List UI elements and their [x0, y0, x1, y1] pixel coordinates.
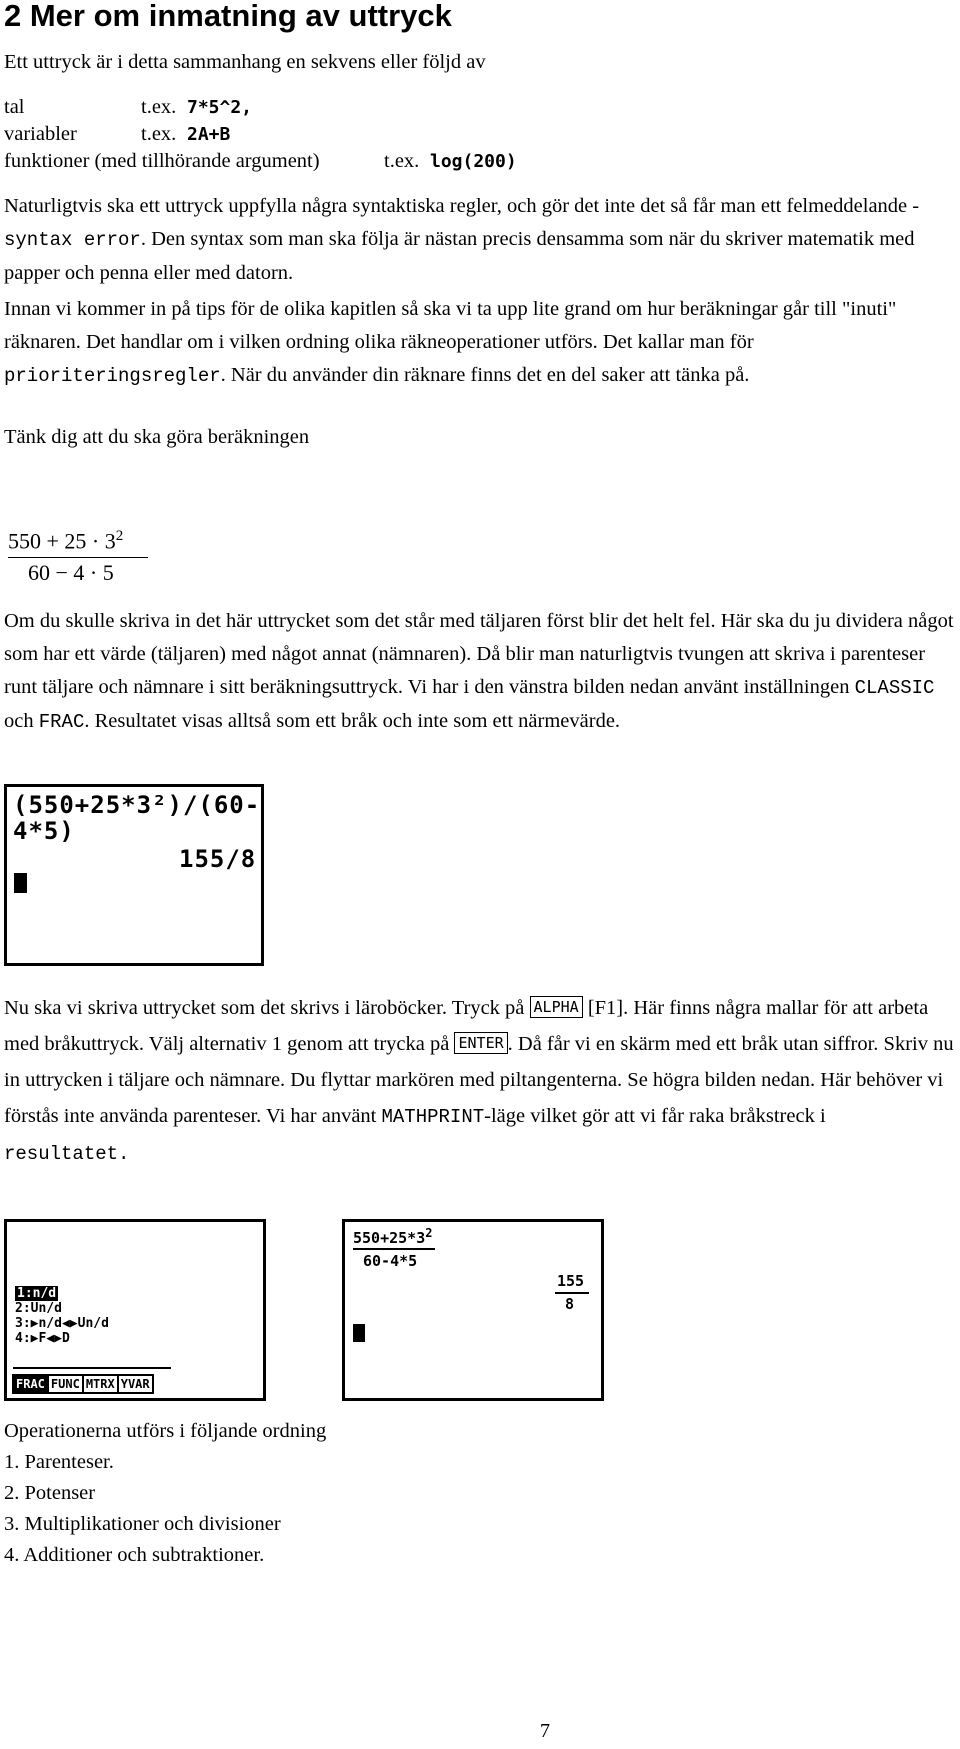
classic-code: CLASSIC: [854, 677, 935, 699]
screen3-result-numerator: 155: [557, 1272, 585, 1290]
fraction-denominator: 60 − 4 · 5: [28, 560, 114, 585]
screen3-cursor: [353, 1324, 365, 1342]
example-prefix-funktioner: t.ex.: [384, 150, 420, 172]
example-code-tal: 7*5^2,: [187, 97, 253, 118]
fraction-exponent: 2: [115, 528, 124, 544]
screen1-line2: 4*5): [13, 817, 75, 845]
frac-menu: [15, 1286, 175, 1346]
softkey-frac[interactable]: FRAC: [14, 1376, 49, 1392]
screen3-fraction-bar: [353, 1248, 435, 1250]
frac-menu-item-3[interactable]: 3:▶n/d◀▶Un/d: [15, 1316, 109, 1331]
frac-menu-item-1[interactable]: 1:n/d: [17, 1286, 57, 1301]
screen1-result: 155/8: [179, 845, 257, 873]
frac-menu-item-2[interactable]: 2:Un/d: [15, 1301, 62, 1316]
intro-text: Ett uttryck är i detta sammanhang en sekvens eller följd av: [4, 51, 486, 73]
screen1-cursor: [14, 873, 27, 893]
priority-term: prioriteringsregler: [4, 365, 221, 387]
softkey-func[interactable]: FUNC: [49, 1376, 84, 1392]
frac-code: FRAC: [38, 711, 85, 733]
order-item-3: 3. Multiplikationer och divisioner: [4, 1513, 281, 1535]
mathprint-code: MATHPRINT: [381, 1106, 485, 1128]
frac-menu-border: [13, 1367, 171, 1369]
example-label-funktioner: funktioner (med tillhörande argument): [4, 150, 320, 172]
paragraph-mathprint: Nu ska vi skriva uttrycket som det skrivs i läroböcker. Tryck på ALPHA [F1]. Här finns några mallar för att arbeta med bråkuttryck. Välj alternativ 1 genom att trycka på ENTER . Då får vi en skärm med ett bråk utan siffror. Skriv nu in uttrycken i täljare och nämnare. Du flyttar markören med piltangenterna. Se högra bilden nedan. Här behöver vi förstås inte använda parenteser. Vi har använt MATHPRINT-läge vilket gör att vi får raka bråkstreck i resultatet.: [4, 997, 954, 1165]
calculator-screen-classic: [4, 784, 264, 966]
syntax-error-term: syntax error: [4, 229, 141, 251]
paragraph-parentheses: Om du skulle skriva in det här uttrycket som det står med täljaren först blir det helt fel. Här ska du ju dividera något som har ett värde (täljaren) med något annat (nämnaren). Då blir man naturligtvis tvungen att skriva i parenteser runt täljare och nämnare i sitt beräkningsuttryck. Vi har i den vänstra bilden nedan använt inställningen CLASSIC och FRAC. Resultatet visas alltså som ett bråk och inte som ett närmevärde.: [4, 610, 954, 733]
enter-key: ENTER: [454, 1032, 507, 1054]
paragraph-syntax: Naturligtvis ska ett uttryck uppfylla några syntaktiska regler, och gör det inte det så får man ett felmeddelande - syntax error. Den syntax som man ska följa är nästan precis densamma som när du skriver matematik med papper och penna eller med datorn.: [4, 195, 920, 284]
screen1-line1: (550+25*3²)/(60-: [13, 791, 261, 819]
example-label-variabler: variabler: [4, 123, 77, 145]
order-list: [4, 1416, 326, 1571]
calculator-screen-mathprint: [342, 1219, 604, 1401]
fraction-bar: [8, 557, 148, 558]
page-number: 7: [540, 1720, 550, 1742]
screen3-numerator: $550+25*3^2$: [353, 1226, 433, 1247]
softkey-yvar[interactable]: YVAR: [120, 1377, 150, 1391]
paragraph-imagine: Tänk dig att du ska göra beräkningen: [4, 426, 310, 448]
screen3-result-bar: [555, 1292, 589, 1294]
order-item-1: 1. Parenteser.: [4, 1451, 114, 1473]
order-title: Operationerna utförs i följande ordning: [4, 1420, 327, 1442]
example-code-variabler: 2A+B: [187, 124, 231, 145]
example-label-tal: tal: [4, 96, 25, 118]
order-item-4: 4. Additioner och subtraktioner.: [4, 1544, 265, 1566]
frac-menu-item-4[interactable]: 4:▶F◀▶D: [15, 1331, 70, 1346]
screen3-result-denominator: 8: [565, 1295, 575, 1313]
softkey-mtrx[interactable]: MTRX: [84, 1376, 119, 1392]
example-prefix-variabler: t.ex.: [141, 123, 177, 145]
paragraph-priority: Innan vi kommer in på tips för de olika kapitlen så ska vi ta upp lite grand om hur beräkningar går till "inuti" räknaren. Det handlar om i vilken ordning olika räkneoperationer utförs. Det kallar man för prioriteringsregler. När du använder din räknare finns det en del saker att tänka på.: [4, 298, 897, 387]
screen3-denominator: 60-4*5: [363, 1252, 418, 1270]
section-heading: 2 Mer om inmatning av uttryck: [4, 0, 452, 33]
alpha-key: ALPHA: [530, 996, 583, 1018]
example-prefix-tal: t.ex.: [141, 96, 177, 118]
fraction-numerator: 550 + 25 · 3: [8, 528, 116, 554]
calculator-screen-frac-menu: [4, 1219, 266, 1401]
softkey-bar: [12, 1374, 154, 1394]
resultatet-term: resultatet.: [4, 1143, 130, 1165]
example-code-funktioner: log(200): [430, 151, 517, 172]
order-item-2: 2. Potenser: [4, 1482, 96, 1504]
